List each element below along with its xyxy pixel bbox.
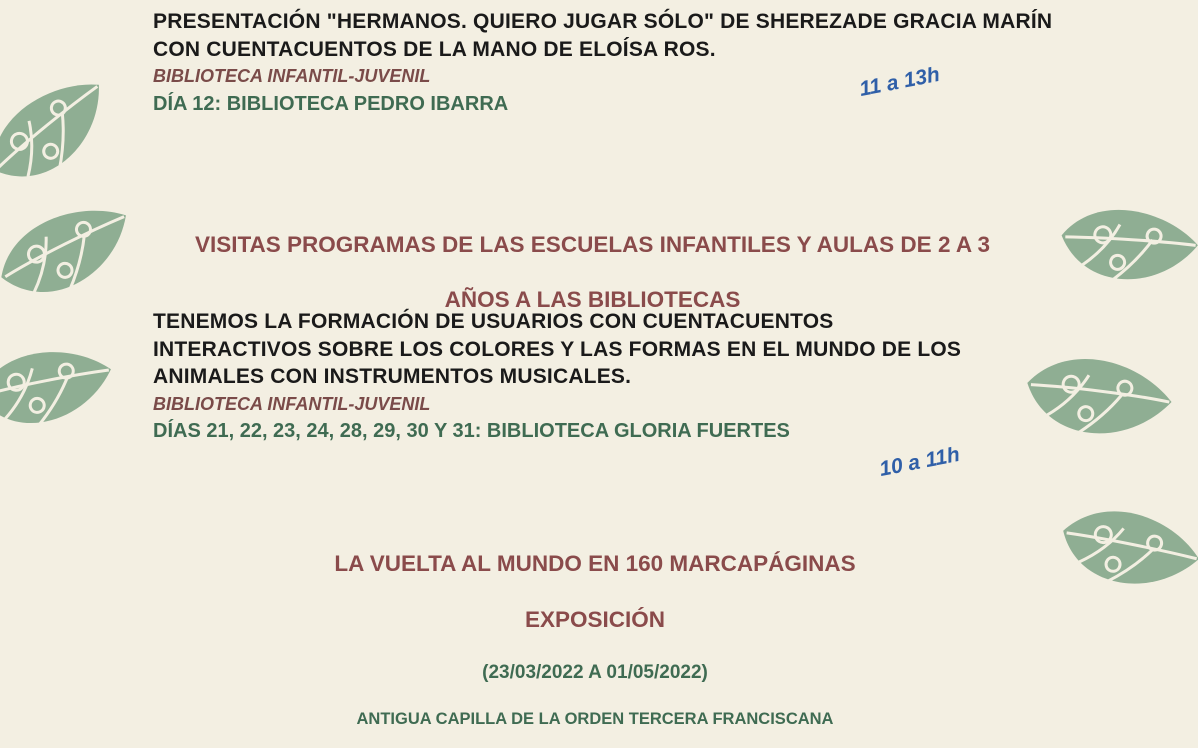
exposicion-subtitle: EXPOSICIÓN <box>524 606 666 632</box>
presentacion-hour-badge: 11 a 13h <box>857 62 942 102</box>
presentacion-title-line2: CON CUENTACUENTOS DE LA MANO DE ELOÍSA ROS. <box>153 37 716 61</box>
formacion-hour-badge: 10 a 11h <box>877 442 962 482</box>
leaf-icon <box>1048 190 1198 325</box>
exposicion-venue: ANTIGUA CAPILLA DE LA ORDEN TERCERA FRANCISCANA <box>356 709 834 728</box>
exposicion-dates: (23/03/2022 A 01/05/2022) <box>482 662 708 683</box>
formacion-venue-label: BIBLIOTECA INFANTIL-JUVENIL <box>153 394 431 415</box>
formacion-dates: DÍAS 21, 22, 23, 24, 28, 29, 30 Y 31: BIBLIOTECA GLORIA FUERTES <box>153 420 790 443</box>
visitas-title-line1: VISITAS PROGRAMAS DE LAS ESCUELAS INFANTILES Y AULAS DE 2 A 3 <box>194 231 991 257</box>
presentacion-dates: DÍA 12: BIBLIOTECA PEDRO IBARRA <box>153 92 509 115</box>
leaf-icon <box>0 196 142 331</box>
formacion-line1: TENEMOS LA FORMACIÓN DE USUARIOS CON CUENTACUENTOS <box>153 310 834 333</box>
presentacion-title-line1: PRESENTACIÓN "HERMANOS. QUIERO JUGAR SÓLO" DE SHEREZADE GRACIA MARÍN <box>153 10 1053 33</box>
event-formacion <box>153 308 961 445</box>
presentacion-venue-label: BIBLIOTECA INFANTIL-JUVENIL <box>153 66 431 87</box>
event-exposicion <box>185 524 1005 748</box>
formacion-line3: ANIMALES CON INSTRUMENTOS MUSICALES. <box>153 365 632 389</box>
exposicion-title: LA VUELTA AL MUNDO EN 160 MARCAPÁGINAS <box>334 550 856 576</box>
formacion-line2: INTERACTIVOS SOBRE LOS COLORES Y LAS FORMAS EN EL MUNDO DE LOS <box>153 337 962 361</box>
leaf-icon <box>1046 486 1196 636</box>
leaf-icon <box>0 78 128 208</box>
event-presentacion <box>153 8 1052 118</box>
visitas-title-line2: AÑOS A LAS BIBLIOTECAS <box>444 286 741 312</box>
leaf-icon <box>1012 338 1172 483</box>
leaf-icon <box>0 330 115 470</box>
